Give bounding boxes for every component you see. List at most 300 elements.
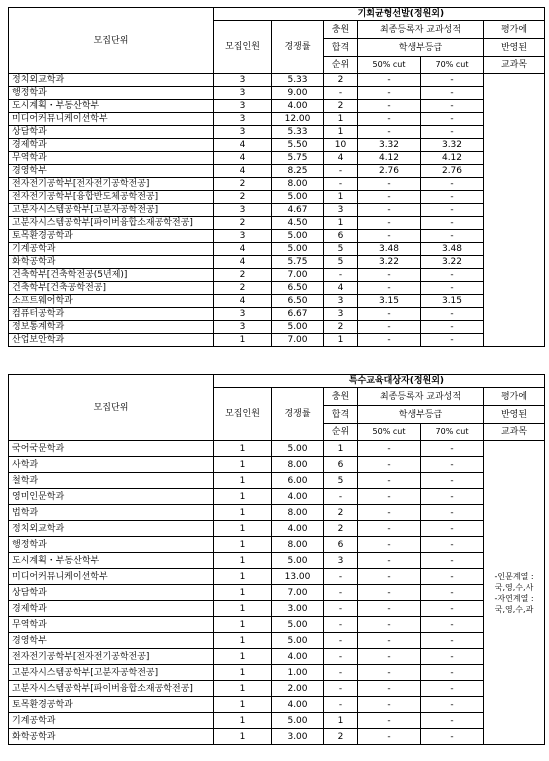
unit-cell: 고분자시스템공학부[파이버융합소재공학전공] — [9, 217, 214, 230]
rank-cell: 2 — [324, 321, 358, 334]
table-row — [9, 713, 545, 729]
subjects-note-line2: 국,영,수,사 — [494, 582, 534, 592]
cut50-cell: - — [358, 308, 421, 321]
subjects-header-line2: 반영된 — [484, 39, 545, 57]
cut70-cell: - — [421, 178, 484, 191]
rank-cell: 5 — [324, 243, 358, 256]
rank-cell: 1 — [324, 217, 358, 230]
competition-cell: 8.00 — [272, 537, 324, 553]
competition-cell: 1.00 — [272, 665, 324, 681]
rank-cell: - — [324, 165, 358, 178]
competition-cell: 12.00 — [272, 113, 324, 126]
cut50-cell: - — [358, 217, 421, 230]
quota-cell: 1 — [214, 553, 272, 569]
table-row — [9, 126, 545, 139]
cut50-cell: 2.76 — [358, 165, 421, 178]
unit-cell: 정치외교학과 — [9, 74, 214, 87]
quota-cell: 1 — [214, 334, 272, 347]
competition-cell: 7.00 — [272, 334, 324, 347]
rank-cell: 3 — [324, 308, 358, 321]
competition-cell: 13.00 — [272, 569, 324, 585]
quota-cell: 4 — [214, 243, 272, 256]
unit-cell: 경영학부 — [9, 165, 214, 178]
unit-cell: 사학과 — [9, 457, 214, 473]
cut50-cell: - — [358, 553, 421, 569]
cut70-cell: - — [421, 217, 484, 230]
cut70-cell: - — [421, 230, 484, 243]
competition-cell: 2.00 — [272, 681, 324, 697]
cut50-cell: - — [358, 334, 421, 347]
table-row — [9, 521, 545, 537]
competition-cell: 5.00 — [272, 191, 324, 204]
cut50-header: 50% cut — [358, 57, 421, 74]
table-row — [9, 569, 545, 585]
quota-cell: 1 — [214, 569, 272, 585]
grade-header-line2: 학생부등급 — [358, 39, 484, 57]
competition-cell: 8.25 — [272, 165, 324, 178]
unit-cell: 화학공학과 — [9, 729, 214, 745]
cut70-cell: - — [421, 681, 484, 697]
competition-cell: 4.00 — [272, 521, 324, 537]
cut70-cell: - — [421, 126, 484, 139]
cut70-cell: 4.12 — [421, 152, 484, 165]
quota-cell: 1 — [214, 505, 272, 521]
cut50-cell: 4.12 — [358, 152, 421, 165]
cut70-cell: - — [421, 321, 484, 334]
competition-cell: 5.00 — [272, 713, 324, 729]
unit-cell: 정보통계학과 — [9, 321, 214, 334]
subjects-cell — [484, 74, 545, 347]
cut50-cell: - — [358, 649, 421, 665]
cut50-cell: - — [358, 282, 421, 295]
unit-cell: 국어국문학과 — [9, 441, 214, 457]
rank-header-line1: 충원 — [324, 21, 358, 39]
subjects-header-line3: 교과목 — [484, 57, 545, 74]
unit-cell: 소프트웨어학과 — [9, 295, 214, 308]
unit-cell: 무역학과 — [9, 152, 214, 165]
rank-cell: - — [324, 585, 358, 601]
cut50-cell: 3.15 — [358, 295, 421, 308]
quota-cell: 4 — [214, 152, 272, 165]
cut70-cell: - — [421, 100, 484, 113]
unit-cell: 고분자시스템공학부[파이버융합소재공학전공] — [9, 681, 214, 697]
competition-cell: 5.50 — [272, 139, 324, 152]
rank-cell: - — [324, 601, 358, 617]
table-row — [9, 165, 545, 178]
table-row — [9, 457, 545, 473]
cut70-cell: - — [421, 489, 484, 505]
competition-cell: 5.75 — [272, 152, 324, 165]
unit-cell: 건축학부[건축학전공(5년제)] — [9, 269, 214, 282]
cut50-cell: - — [358, 729, 421, 745]
rank-header-line1: 충원 — [324, 388, 358, 406]
table-row — [9, 473, 545, 489]
table-row — [9, 601, 545, 617]
unit-cell: 철학과 — [9, 473, 214, 489]
cut70-cell: - — [421, 553, 484, 569]
cut70-cell: - — [421, 74, 484, 87]
competition-cell: 7.00 — [272, 269, 324, 282]
cut50-cell: - — [358, 441, 421, 457]
cut70-cell: - — [421, 334, 484, 347]
quota-cell: 1 — [214, 585, 272, 601]
table-row — [9, 697, 545, 713]
cut70-cell: - — [421, 113, 484, 126]
cut50-cell: - — [358, 585, 421, 601]
cut70-cell: - — [421, 505, 484, 521]
table-row — [9, 113, 545, 126]
unit-cell: 기계공학과 — [9, 243, 214, 256]
rank-cell: - — [324, 269, 358, 282]
cut70-cell: - — [421, 585, 484, 601]
quota-cell: 1 — [214, 697, 272, 713]
rank-cell: 2 — [324, 505, 358, 521]
rank-cell: 1 — [324, 113, 358, 126]
cut50-cell: - — [358, 697, 421, 713]
unit-header: 모집단위 — [9, 8, 214, 74]
unit-cell: 법학과 — [9, 505, 214, 521]
table-row — [9, 100, 545, 113]
unit-cell: 산업보안학과 — [9, 334, 214, 347]
cut50-cell: - — [358, 681, 421, 697]
unit-header: 모집단위 — [9, 375, 214, 441]
cut70-cell: - — [421, 601, 484, 617]
table-title: 특수교육대상자(정원외) — [214, 375, 545, 388]
cut50-cell: - — [358, 204, 421, 217]
quota-cell: 1 — [214, 729, 272, 745]
unit-cell: 경영학부 — [9, 633, 214, 649]
table-row — [9, 74, 545, 87]
quota-cell: 2 — [214, 191, 272, 204]
quota-cell: 1 — [214, 649, 272, 665]
cut50-cell: - — [358, 230, 421, 243]
competition-header: 경쟁률 — [272, 21, 324, 74]
subjects-header-line1: 평가에 — [484, 21, 545, 39]
cut70-cell: - — [421, 473, 484, 489]
cut50-cell: - — [358, 489, 421, 505]
cut70-cell: 3.22 — [421, 256, 484, 269]
cut50-cell: - — [358, 457, 421, 473]
cut50-cell: 3.48 — [358, 243, 421, 256]
cut70-header: 70% cut — [421, 57, 484, 74]
cut50-cell: - — [358, 665, 421, 681]
cut70-cell: - — [421, 649, 484, 665]
cut70-cell: - — [421, 713, 484, 729]
unit-cell: 화학공학과 — [9, 256, 214, 269]
grade-header-line1: 최종등록자 교과성적 — [358, 21, 484, 39]
rank-header-line2: 합격 — [324, 406, 358, 424]
competition-cell: 6.00 — [272, 473, 324, 489]
cut70-cell: - — [421, 204, 484, 217]
subjects-note-line4: 국,영,수,과 — [494, 604, 534, 614]
quota-header: 모집인원 — [214, 21, 272, 74]
quota-cell: 3 — [214, 100, 272, 113]
rank-cell: - — [324, 649, 358, 665]
unit-cell: 전자전기공학부[전자전기공학전공] — [9, 178, 214, 191]
cut50-cell: - — [358, 100, 421, 113]
competition-cell: 4.00 — [272, 100, 324, 113]
competition-cell: 8.00 — [272, 178, 324, 191]
table-row — [9, 681, 545, 697]
cut50-cell: - — [358, 601, 421, 617]
quota-cell: 3 — [214, 87, 272, 100]
subjects-note-line3: -자연계열 : — [494, 593, 534, 603]
table-row — [9, 152, 545, 165]
unit-cell: 미디어커뮤니케이션학부 — [9, 113, 214, 126]
table-row — [9, 505, 545, 521]
table-row — [9, 665, 545, 681]
rank-cell: - — [324, 178, 358, 191]
competition-header: 경쟁률 — [272, 388, 324, 441]
cut70-cell: - — [421, 633, 484, 649]
cut70-cell: - — [421, 697, 484, 713]
competition-cell: 5.00 — [272, 230, 324, 243]
cut70-header: 70% cut — [421, 424, 484, 441]
competition-cell: 5.00 — [272, 617, 324, 633]
cut50-cell: - — [358, 521, 421, 537]
subjects-header-line3: 교과목 — [484, 424, 545, 441]
unit-cell: 고분자시스템공학부[고분자공학전공] — [9, 665, 214, 681]
rank-header-line3: 순위 — [324, 57, 358, 74]
quota-cell: 3 — [214, 230, 272, 243]
competition-cell: 5.00 — [272, 243, 324, 256]
rank-cell: 10 — [324, 139, 358, 152]
rank-cell: - — [324, 665, 358, 681]
table-title: 기회균형선발(정원외) — [214, 8, 545, 21]
cut70-cell: - — [421, 441, 484, 457]
cut50-cell: - — [358, 713, 421, 729]
rank-cell: 3 — [324, 204, 358, 217]
competition-cell: 5.00 — [272, 553, 324, 569]
table-row — [9, 87, 545, 100]
unit-cell: 도시계획・부동산학부 — [9, 100, 214, 113]
unit-cell: 행정학과 — [9, 87, 214, 100]
table-row — [9, 308, 545, 321]
subjects-note-line1: -인문계열 : — [494, 571, 534, 581]
rank-cell: - — [324, 633, 358, 649]
cut50-cell: - — [358, 269, 421, 282]
cut70-cell: - — [421, 729, 484, 745]
quota-cell: 2 — [214, 282, 272, 295]
cut70-cell: 3.15 — [421, 295, 484, 308]
rank-cell: 1 — [324, 441, 358, 457]
unit-cell: 도시계획・부동산학부 — [9, 553, 214, 569]
grade-header-line1: 최종등록자 교과성적 — [358, 388, 484, 406]
cut70-cell: - — [421, 87, 484, 100]
rank-cell: - — [324, 87, 358, 100]
competition-cell: 5.00 — [272, 441, 324, 457]
unit-cell: 토목환경공학과 — [9, 697, 214, 713]
cut50-cell: - — [358, 74, 421, 87]
quota-cell: 3 — [214, 321, 272, 334]
rank-cell: 1 — [324, 334, 358, 347]
table-row — [9, 633, 545, 649]
table-row — [9, 204, 545, 217]
cut50-cell: - — [358, 633, 421, 649]
unit-cell: 미디어커뮤니케이션학부 — [9, 569, 214, 585]
rank-cell: 6 — [324, 537, 358, 553]
cut70-cell: - — [421, 569, 484, 585]
quota-cell: 4 — [214, 139, 272, 152]
table-row — [9, 334, 545, 347]
cut50-cell: 3.22 — [358, 256, 421, 269]
cut50-cell: - — [358, 473, 421, 489]
cut50-cell: - — [358, 321, 421, 334]
quota-cell: 3 — [214, 74, 272, 87]
competition-cell: 7.00 — [272, 585, 324, 601]
cut50-cell: - — [358, 569, 421, 585]
table-row — [9, 553, 545, 569]
competition-cell: 4.67 — [272, 204, 324, 217]
rank-cell: 6 — [324, 230, 358, 243]
subjects-header-line2: 반영된 — [484, 406, 545, 424]
rank-cell: - — [324, 681, 358, 697]
rank-header-line3: 순위 — [324, 424, 358, 441]
competition-cell: 5.33 — [272, 74, 324, 87]
rank-cell: - — [324, 489, 358, 505]
quota-cell: 1 — [214, 617, 272, 633]
cut70-cell: - — [421, 269, 484, 282]
unit-cell: 경제학과 — [9, 601, 214, 617]
quota-cell: 3 — [214, 308, 272, 321]
rank-cell: 6 — [324, 457, 358, 473]
quota-cell: 2 — [214, 269, 272, 282]
table-special-education — [8, 374, 545, 745]
rank-cell: 1 — [324, 126, 358, 139]
competition-cell: 9.00 — [272, 87, 324, 100]
table-opportunity-balance — [8, 7, 545, 347]
unit-cell: 건축학부[건축공학전공] — [9, 282, 214, 295]
cut70-cell: - — [421, 308, 484, 321]
rank-header-line2: 합격 — [324, 39, 358, 57]
competition-cell: 8.00 — [272, 505, 324, 521]
competition-cell: 5.00 — [272, 633, 324, 649]
unit-cell: 상담학과 — [9, 585, 214, 601]
table-row — [9, 441, 545, 457]
competition-cell: 4.00 — [272, 697, 324, 713]
unit-cell: 전자전기공학부[전자전기공학전공] — [9, 649, 214, 665]
competition-cell: 3.00 — [272, 729, 324, 745]
table-row — [9, 243, 545, 256]
quota-cell: 1 — [214, 665, 272, 681]
unit-cell: 영미인문학과 — [9, 489, 214, 505]
cut70-cell: 3.32 — [421, 139, 484, 152]
cut50-cell: 3.32 — [358, 139, 421, 152]
competition-cell: 6.50 — [272, 282, 324, 295]
rank-cell: 2 — [324, 729, 358, 745]
cut70-cell: - — [421, 457, 484, 473]
unit-cell: 컴퓨터공학과 — [9, 308, 214, 321]
cut50-cell: - — [358, 178, 421, 191]
rank-cell: 2 — [324, 521, 358, 537]
rank-cell: 5 — [324, 256, 358, 269]
cut70-cell: 3.48 — [421, 243, 484, 256]
rank-cell: - — [324, 617, 358, 633]
unit-cell: 경제학과 — [9, 139, 214, 152]
cut70-cell: - — [421, 282, 484, 295]
competition-cell: 8.00 — [272, 457, 324, 473]
competition-cell: 4.00 — [272, 489, 324, 505]
quota-cell: 2 — [214, 217, 272, 230]
quota-cell: 1 — [214, 441, 272, 457]
cut50-cell: - — [358, 126, 421, 139]
table-row — [9, 617, 545, 633]
cut70-cell: - — [421, 665, 484, 681]
quota-cell: 1 — [214, 681, 272, 697]
rank-cell: 4 — [324, 282, 358, 295]
unit-cell: 전자전기공학부[융합반도체공학전공] — [9, 191, 214, 204]
quota-cell: 4 — [214, 256, 272, 269]
rank-cell: - — [324, 569, 358, 585]
cut50-header: 50% cut — [358, 424, 421, 441]
rank-cell: - — [324, 697, 358, 713]
cut70-cell: - — [421, 617, 484, 633]
cut50-cell: - — [358, 87, 421, 100]
quota-cell: 4 — [214, 165, 272, 178]
quota-cell: 1 — [214, 537, 272, 553]
cut70-cell: 2.76 — [421, 165, 484, 178]
cut70-cell: - — [421, 537, 484, 553]
rank-cell: 2 — [324, 100, 358, 113]
unit-cell: 정치외교학과 — [9, 521, 214, 537]
table-row — [9, 729, 545, 745]
quota-cell: 3 — [214, 204, 272, 217]
table-row — [9, 217, 545, 230]
quota-cell: 1 — [214, 713, 272, 729]
quota-cell: 4 — [214, 295, 272, 308]
competition-cell: 5.75 — [272, 256, 324, 269]
table-row — [9, 269, 545, 282]
quota-cell: 1 — [214, 489, 272, 505]
table-row — [9, 649, 545, 665]
competition-cell: 6.67 — [272, 308, 324, 321]
unit-cell: 기계공학과 — [9, 713, 214, 729]
table-row — [9, 537, 545, 553]
competition-cell: 4.00 — [272, 649, 324, 665]
competition-cell: 6.50 — [272, 295, 324, 308]
rank-cell: 3 — [324, 295, 358, 308]
cut50-cell: - — [358, 617, 421, 633]
cut70-cell: - — [421, 191, 484, 204]
quota-cell: 3 — [214, 126, 272, 139]
table-row — [9, 256, 545, 269]
unit-cell: 상담학과 — [9, 126, 214, 139]
table-row — [9, 489, 545, 505]
rank-cell: 1 — [324, 713, 358, 729]
unit-cell: 행정학과 — [9, 537, 214, 553]
unit-cell: 토목환경공학과 — [9, 230, 214, 243]
quota-cell: 1 — [214, 633, 272, 649]
competition-cell: 4.50 — [272, 217, 324, 230]
unit-cell: 고분자시스템공학부[고분자공학전공] — [9, 204, 214, 217]
table-row — [9, 321, 545, 334]
quota-cell: 3 — [214, 113, 272, 126]
cut50-cell: - — [358, 191, 421, 204]
table-row — [9, 585, 545, 601]
cut50-cell: - — [358, 505, 421, 521]
table-row — [9, 178, 545, 191]
rank-cell: 3 — [324, 553, 358, 569]
cut70-cell: - — [421, 521, 484, 537]
table-row — [9, 139, 545, 152]
quota-cell: 2 — [214, 178, 272, 191]
competition-cell: 3.00 — [272, 601, 324, 617]
rank-cell: 4 — [324, 152, 358, 165]
rank-cell: 1 — [324, 191, 358, 204]
competition-cell: 5.33 — [272, 126, 324, 139]
quota-cell: 1 — [214, 521, 272, 537]
competition-cell: 5.00 — [272, 321, 324, 334]
